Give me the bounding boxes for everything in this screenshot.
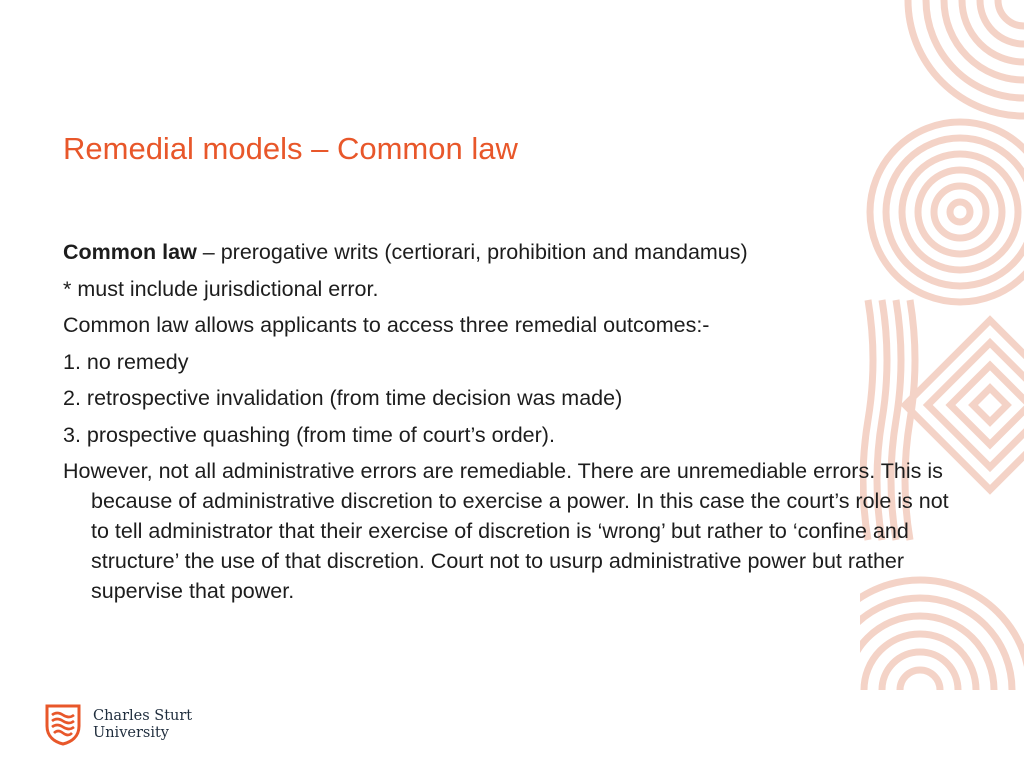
pattern-arc	[998, 0, 1024, 26]
pattern-diamond	[973, 388, 1007, 422]
slide-title: Remedial models – Common law	[63, 131, 518, 166]
pattern-ring	[950, 202, 970, 222]
pattern-arc	[900, 670, 940, 690]
intro-bold-term: Common law	[63, 240, 197, 264]
intro-line	[63, 237, 953, 267]
outcome-item: 2. retrospective invalidation (from time decision was made)	[63, 386, 623, 410]
outcome-item: 1. no remedy	[63, 349, 189, 374]
outcomes-intro: Common law allows applicants to access three remedial outcomes:-	[63, 313, 710, 337]
outcome-item: 3. prospective quashing (from time of court’s order).	[63, 422, 555, 447]
intro-description: – prerogative writs (certiorari, prohibition and mandamus)	[196, 240, 748, 264]
logo-line-2: University	[93, 725, 169, 741]
logo-text	[93, 708, 192, 742]
logo-line-1: Charles Sturt	[93, 708, 193, 724]
closing-paragraph: However, not all administrative errors are remediable. There are unremediable errors. This is because of administrative discretion to exercise a power. In this case the court’s role is not to tell administrator that their exercise of discretion is ‘wrong’ but rather to ‘confine and structure’ the use of that discretion. Court not to usurp administrative power but rather supervise that power.	[63, 459, 949, 603]
jurisdiction-note: * must include jurisdictional error.	[63, 276, 379, 301]
pattern-ring	[934, 186, 986, 238]
university-logo	[45, 704, 205, 748]
slide-body	[63, 237, 953, 613]
pattern-diamond	[950, 365, 1024, 444]
csu-shield-icon	[45, 704, 81, 746]
